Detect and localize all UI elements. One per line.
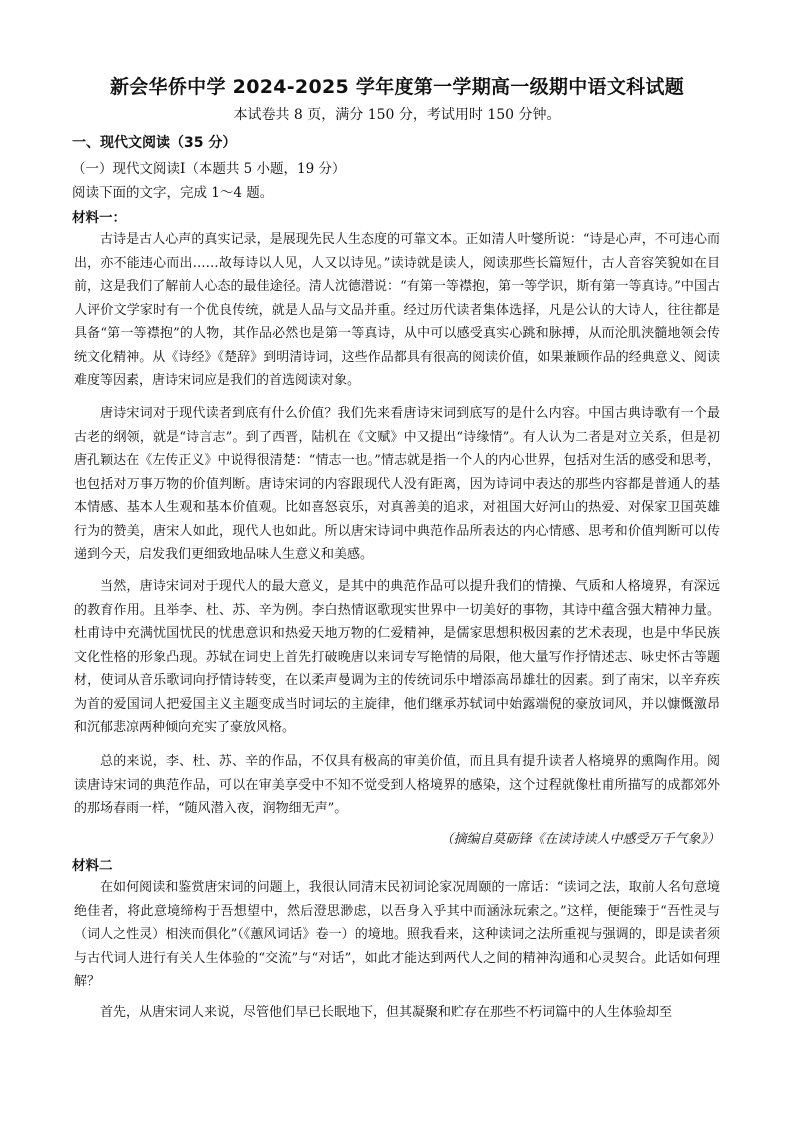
material-one-paragraph-2: 唐诗宋词对于现代读者到底有什么价值？我们先来看唐诗宋词到底写的是什么内容。中国古典诗歌有一个最古老的纲领，就是“诗言志”。到了西晋，陆机在《文赋》中又提出“诗缘情”。有人认为二者是对立关系，但是初唐孔颖达在《左传正义》中说得很清楚：“情志一也。”情志就是指一个人的内心世界，包括对生活的感受和思考，也包括对万事万物的价值判断。唐诗宋词的内容跟现代人没有距离，因为诗词中表达的那些内容都是普通人的基本情感、基本人生观和基本价值观。比如喜怒哀乐，对真善美的追求，对祖国大好河山的热爱、对保家卫国英雄行为的赞美，唐宋人如此，现代人也如此。所以唐宋诗词中典范作品所表达的内心情感、思考和价值判断可以传递到今天，启发我们更细致地品味人生意义和美感。 [74, 406, 720, 562]
material-two-label: 材料二 [72, 858, 113, 874]
exam-title: 新会华侨中学 2024-2025 学年度第一学期高一级期中语文科试题 [109, 76, 685, 98]
material-one-paragraph-4: 总的来说，李、杜、苏、辛的作品，不仅具有极高的审美价值，而且具有提升读者人格境界的熏陶作用。阅读唐诗宋词的典范作品，可以在审美享受中不知不觉受到人格境界的感染，这个过程就像杜甫所描写的成都郊外的那场春雨一样，“随风潜入夜，润物细无声”。 [74, 754, 720, 816]
material-one-paragraph-3: 当然，唐诗宋词对于现代人的最大意义，是其中的典范作品可以提升我们的情操、气质和人格境界，有深远的教育作用。且举李、杜、苏、辛为例。李白热情讴歌现实世界中一切美好的事物，其诗中蕴含强大精神力量。杜甫诗中充满忧国忧民的忧患意识和热爱天地万物的仁爱精神，是儒家思想积极因素的艺术表现，也是中华民族文化性格的形象凸现。苏轼在词史上首先打破晚唐以来词专写艳情的局限，他大量写作抒情述志、咏史怀古等题材，使词从音乐歌词向抒情诗转变，在以柔声曼调为主的传统词乐中增添高昂雄壮的因素。到了南宋，以辛弃疾为首的爱国词人把爱国主义主题变成当时词坛的主旋律，他们继承苏轼词中始露端倪的豪放词风，并以慷慨激昂和沉郁悲凉两种倾向充实了豪放风格。 [74, 579, 720, 735]
exam-subtitle: 本试卷共 8 页，满分 150 分，考试用时 150 分钟。 [233, 107, 561, 123]
material-one-paragraph-1: 古诗是古人心声的真实记录，是展现先民人生态度的可靠文本。正如清人叶燮所说：“诗是心声，不可违心而出，亦不能违心而出……故每诗以人见，人又以诗见。”读诗就是读人，阅读那些长篇短什，古人音容笑貌如在目前，这是我们了解前人心态的最佳途径。清人沈德潜说：“有第一等襟抱，第一等学识，斯有第一等真诗。”中国古人评价文学家时有一个优良传统，就是人品与文品并重。经过历代读者集体选择，凡是公认的大诗人，往往都是具备“第一等襟抱”的人物，其作品必然也是第一等真诗，从中可以感受真实心跳和脉搏，从而沦肌浃髓地领会传统文化精神。从《诗经》《楚辞》到明清诗词，这些作品都具有很高的阅读价值，如果兼顾作品的经典意义、阅读难度等因素，唐诗宋词应是我们的首选阅读对象。 [74, 232, 720, 388]
section-heading: 一、现代文阅读（35 分） [72, 135, 237, 151]
material-one-label: 材料一： [72, 210, 126, 226]
material-two-paragraph-2: 首先，从唐宋词人来说，尽管他们早已长眠地下，但其凝聚和贮存在那些不朽词篇中的人生体验却至 [100, 1005, 673, 1020]
sub-section-heading: （一）现代文阅读Ⅰ（本题共 5 小题，19 分） [72, 161, 346, 177]
reading-instruction: 阅读下面的文字，完成 1～4 题。 [72, 185, 274, 201]
material-one-source: （摘编自莫砺锋《在读诗读人中感受万千气象》） [440, 832, 720, 847]
material-two-paragraph-1: 在如何阅读和鉴赏唐宋词的问题上，我很认同清末民初词论家况周颐的一席话：“读词之法，取前人名句意境绝佳者，将此意境缔构于吾想望中，然后澄思渺虑，以吾身入乎其中而涵泳玩索之。”这样，便能臻于“吾性灵与（词人之性灵）相浃而俱化”（《蕙风词话》卷一）的境地。照我看来，这种读词之法所重视与强调的，即是读者须与古代词人进行有关人生体验的“交流”与“对话”，如此才能达到两代人之间的精神沟通和心灵契合。此话如何理解？ [74, 880, 720, 989]
